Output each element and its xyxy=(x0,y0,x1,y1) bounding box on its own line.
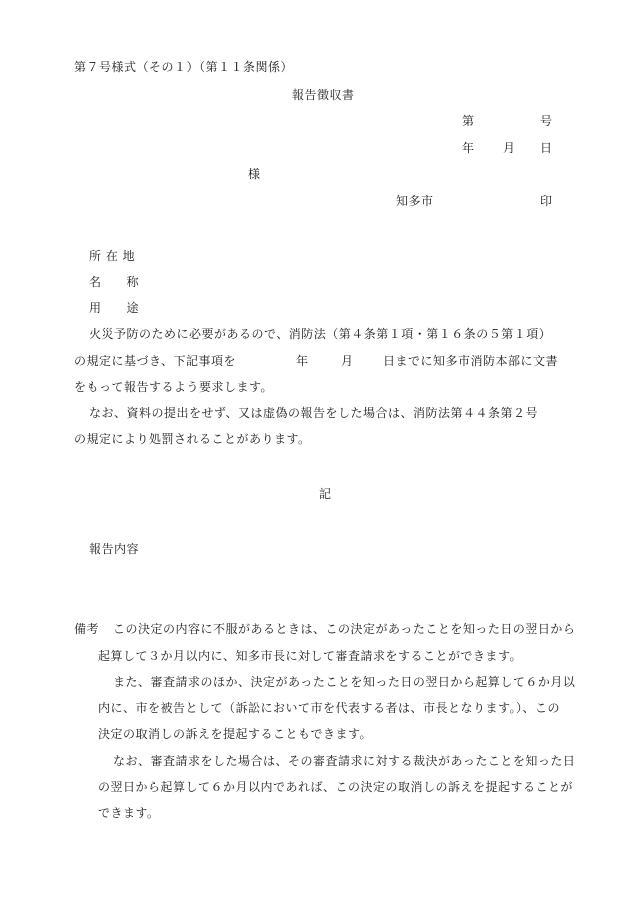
body-para1-line2-end: 日までに知多市消防本部に文書 xyxy=(383,354,559,368)
addressee-suffix: 様 xyxy=(248,167,261,181)
body-para1-line2-start: の規定に基づき、下記事項を xyxy=(74,354,237,368)
form-number: 第７号様式（その１）（第１１条関係） xyxy=(74,60,294,74)
field-usage-label: 用 途 xyxy=(89,301,140,315)
body-para1-month: 月 xyxy=(341,354,354,368)
seal-mark: 印 xyxy=(540,194,553,208)
report-content-label: 報告内容 xyxy=(89,542,140,556)
remarks-line: できます。 xyxy=(98,806,160,820)
body-para1-line1: 火災予防のために必要があるので、消防法（第４条第１項・第１６条の５第１項） xyxy=(89,327,552,341)
remarks-label: 備考 xyxy=(74,622,100,636)
remarks-line: の翌日から起算して６か月以内であれば、この決定の取消しの訴えを提起することが xyxy=(98,780,574,794)
remarks-line: また、審査請求のほか、決定があったことを知った日の翌日から起算して６か月以 xyxy=(113,675,576,689)
body-para1-line3: をもって報告するよう要求します。 xyxy=(74,380,274,394)
remarks-line: 起算して３か月以内に、知多市長に対して審査請求をすることができます。 xyxy=(98,649,523,663)
doc-number-prefix: 第 xyxy=(462,114,475,128)
issuer-name: 知多市 xyxy=(396,194,434,208)
date-day: 日 xyxy=(540,141,553,155)
doc-number-suffix: 号 xyxy=(540,114,553,128)
record-ki: 記 xyxy=(319,487,332,501)
remarks-line: 内に、市を被告として（訴訟において市を代表する者は、市長となります。）、この xyxy=(98,701,561,715)
remarks-line: 決定の取消しの訴えを提起することもできます。 xyxy=(98,727,373,741)
date-year: 年 xyxy=(462,141,475,155)
document-title: 報告徴収書 xyxy=(292,88,355,102)
date-month: 月 xyxy=(503,141,516,155)
body-para1-year: 年 xyxy=(296,354,309,368)
field-name-label: 名 称 xyxy=(89,275,140,289)
field-location-label: 所 在 地 xyxy=(89,249,136,263)
remarks-line: なお、審査請求をした場合は、その審査請求に対する裁決があったことを知った日 xyxy=(113,754,576,768)
body-para2-line2: の規定により処罰されることがあります。 xyxy=(74,432,311,446)
body-para2-line1: なお、資料の提出をせず、又は虚偽の報告をした場合は、消防法第４４条第２号 xyxy=(89,406,539,420)
remarks-line: この決定の内容に不服があるときは、この決定があったことを知った日の翌日から xyxy=(113,622,576,636)
